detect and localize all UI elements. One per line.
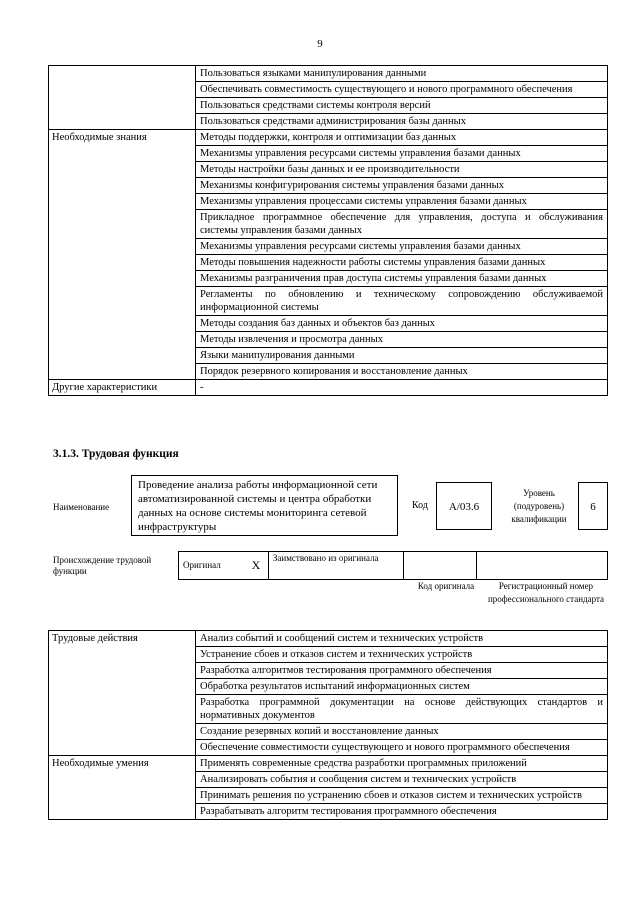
row-item: Механизмы управления ресурсами системы управления базами данных bbox=[196, 146, 608, 162]
code-label: Код bbox=[412, 500, 428, 511]
section-title: 3.1.3. Трудовая функция bbox=[53, 448, 179, 460]
code-value: A/03.6 bbox=[448, 501, 480, 513]
row-item: Разработка алгоритмов тестирования программного обеспечения bbox=[196, 663, 608, 679]
original-cell: Оригинал bbox=[179, 552, 245, 580]
labor-actions-table bbox=[48, 630, 608, 820]
table-row bbox=[49, 631, 608, 647]
row-item: Методы поддержки, контроля и оптимизации баз данных bbox=[196, 130, 608, 146]
row-item: Механизмы управления ресурсами системы управления базами данных bbox=[196, 239, 608, 255]
row-item: Порядок резервного копирования и восстановление данных bbox=[196, 364, 608, 380]
row-item: Создание резервных копий и восстановление данных bbox=[196, 724, 608, 740]
page-number: 9 bbox=[317, 38, 323, 50]
row-item: Методы создания баз данных и объектов баз данных bbox=[196, 316, 608, 332]
level-label: Уровень (подуровень) квалификации bbox=[511, 488, 567, 524]
function-name: Проведение анализа работы информационной сети автоматизированной системы и центра обработки данных на основе системы мониторинга сетевой инфраструктуры bbox=[138, 479, 378, 533]
row-item: Пользоваться средствами системы контроля версий bbox=[196, 98, 608, 114]
row-item: Прикладное программное обеспечение для управления, доступа и обслуживания системы управления базами данных bbox=[196, 210, 608, 239]
function-name-box bbox=[131, 475, 398, 536]
row-item: Механизмы разграничения прав доступа системы управления базами данных bbox=[196, 271, 608, 287]
row-category-label bbox=[49, 66, 196, 130]
row-item: Методы повышения надежности работы системы управления базами данных bbox=[196, 255, 608, 271]
row-item: Языки манипулирования данными bbox=[196, 348, 608, 364]
reg-number-caption: Регистрационный номер профессионального стандарта bbox=[487, 581, 605, 604]
row-category-label: Трудовые действия bbox=[49, 631, 196, 756]
row-item: Анализировать события и сообщения систем и технических устройств bbox=[196, 772, 608, 788]
row-item: Механизмы конфигурирования системы управления базами данных bbox=[196, 178, 608, 194]
row-item: - bbox=[196, 380, 608, 396]
original-mark: X bbox=[244, 552, 268, 580]
row-item: Разработка программной документации на основе действующих стандартов и нормативных документов bbox=[196, 695, 608, 724]
row-item: Пользоваться средствами администрирования базы данных bbox=[196, 114, 608, 130]
row-item: Устранение сбоев и отказов систем и технических устройств bbox=[196, 647, 608, 663]
row-item: Анализ событий и сообщений систем и технических устройств bbox=[196, 631, 608, 647]
row-item: Применять современные средства разработки программных приложений bbox=[196, 756, 608, 772]
row-item: Разрабатывать алгоритм тестирования программного обеспечения bbox=[196, 804, 608, 820]
row-item: Принимать решения по устранению сбоев и отказов систем и технических устройств bbox=[196, 788, 608, 804]
row-item: Обеспечивать совместимость существующего и нового программного обеспечения bbox=[196, 82, 608, 98]
code-box bbox=[436, 482, 492, 530]
level-box bbox=[578, 482, 608, 530]
origin-label: Происхождение трудовой функции bbox=[53, 555, 152, 576]
table-row bbox=[49, 130, 608, 146]
table-row bbox=[49, 66, 608, 82]
row-category-label: Другие характеристики bbox=[49, 380, 196, 396]
requirements-table bbox=[48, 65, 608, 396]
row-item: Регламенты по обновлению и техническому сопровождению обслуживаемой информационной системы bbox=[196, 287, 608, 316]
origin-table bbox=[178, 551, 608, 580]
row-item: Обработка результатов испытаний информационных систем bbox=[196, 679, 608, 695]
level-value: 6 bbox=[590, 501, 596, 513]
row-category-label: Необходимые знания bbox=[49, 130, 196, 380]
row-item: Обеспечение совместимости существующего и нового программного обеспечения bbox=[196, 740, 608, 756]
table-row bbox=[49, 756, 608, 772]
row-item: Механизмы управления процессами системы управления базами данных bbox=[196, 194, 608, 210]
code-original-caption: Код оригинала bbox=[417, 581, 475, 591]
row-item: Методы извлечения и просмотра данных bbox=[196, 332, 608, 348]
borrowed-cell: Заимствовано из оригинала bbox=[268, 552, 403, 580]
name-label: Наименование bbox=[53, 502, 110, 512]
table-row bbox=[49, 380, 608, 396]
reg-number-cell bbox=[476, 552, 607, 580]
row-item: Пользоваться языками манипулирования данными bbox=[196, 66, 608, 82]
row-item: Методы настройки базы данных и ее производительности bbox=[196, 162, 608, 178]
code-original-cell bbox=[404, 552, 477, 580]
row-category-label: Необходимые умения bbox=[49, 756, 196, 820]
